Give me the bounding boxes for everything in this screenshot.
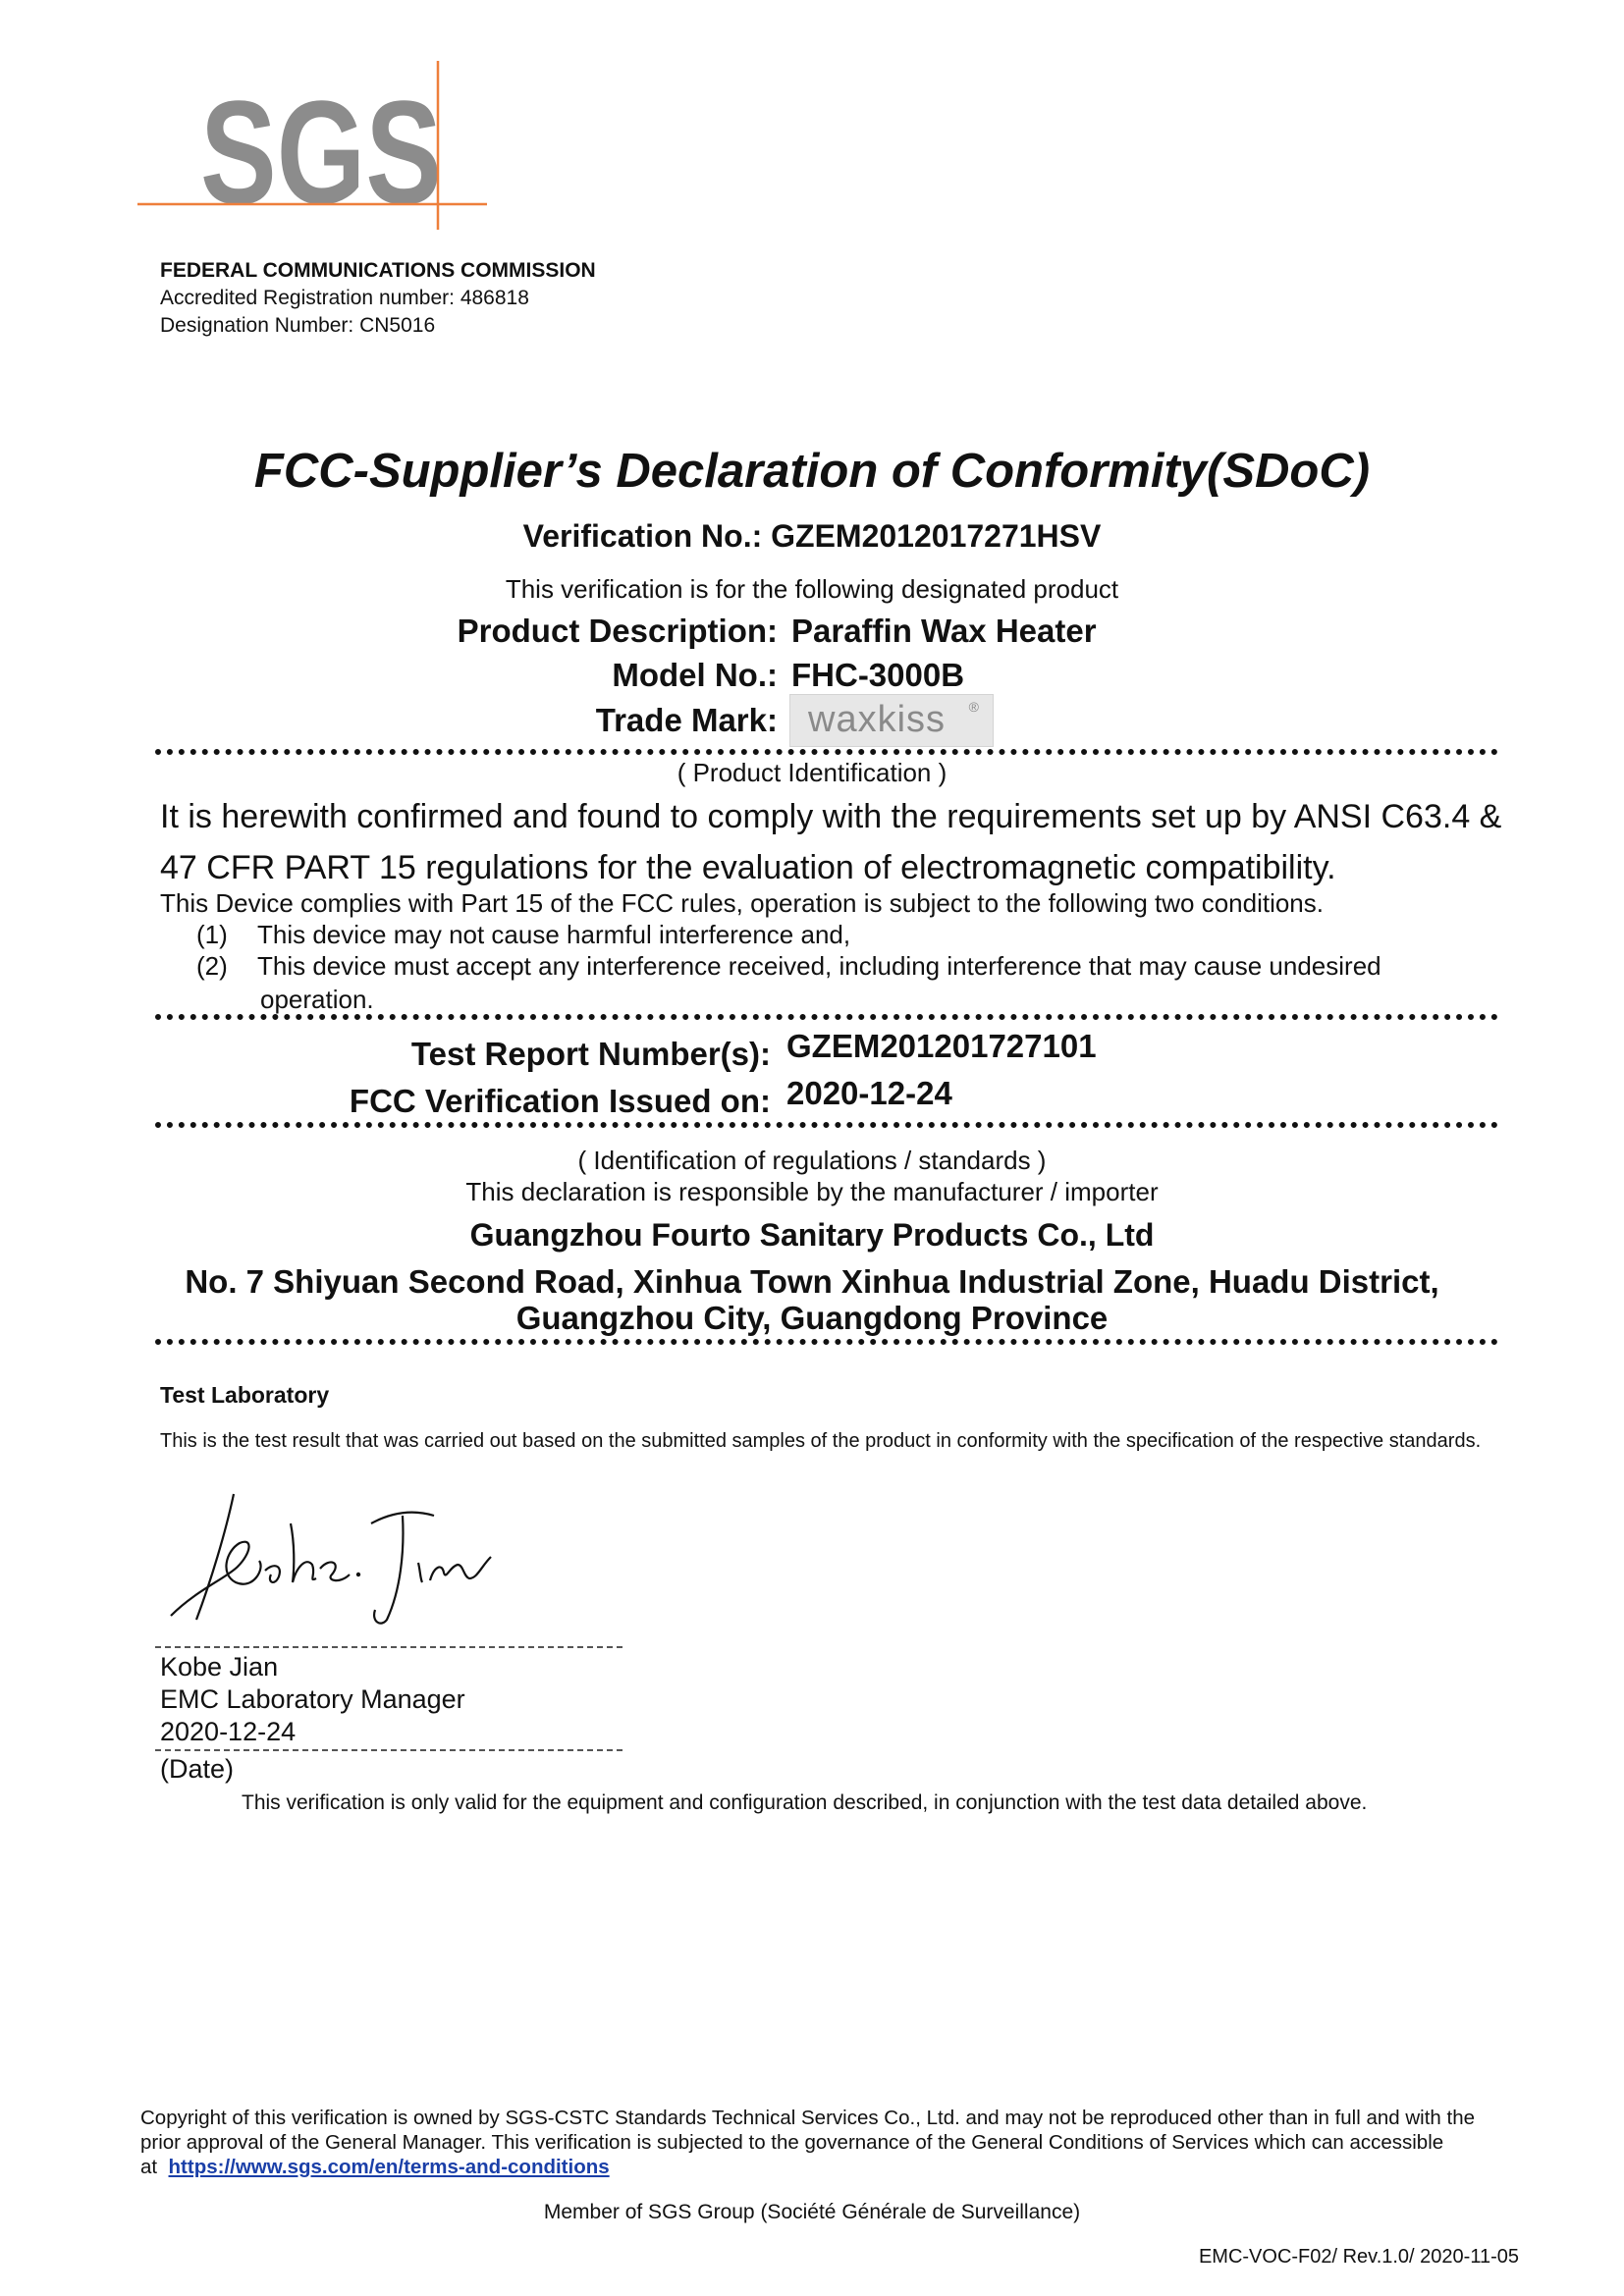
signature-line [155,1646,623,1648]
divider [155,1014,1498,1020]
condition-2: This device must accept any interference received, including interference that may cause undesired [257,951,1381,981]
product-description-value: Paraffin Wax Heater [791,613,1097,649]
manufacturer-name: Guangzhou Fourto Sanitary Products Co., Ltd [469,1217,1155,1253]
signer-name: Kobe Jian [160,1652,279,1682]
test-report-row [0,1028,1624,1073]
copyright-text: Copyright of this verification is owned by SGS-CSTC Standards Technical Services Co., Ltd. and may not be reproduced other than in full and with the prior approval of the General Manager. This verification is subjected to the governance of the General Conditions of Services which can accessible at [140,2107,1476,2178]
commission-name: FEDERAL COMMUNICATIONS COMMISSION [160,259,596,282]
compliance-line-2: 47 CFR PART 15 regulations for the evaluation of electromagnetic compatibility. [160,849,1336,886]
condition-1-number: (1) [196,920,228,949]
trademark-logo-text: waxkiss [808,699,947,740]
test-report-value: GZEM201201727101 [786,1028,1097,1064]
test-laboratory-title: Test Laboratory [160,1382,330,1408]
divider [155,749,1498,755]
product-description-label: Product Description: [457,613,778,649]
regulations-identification: ( Identification of regulations / standards ) [577,1146,1047,1175]
test-laboratory-text: This is the test result that was carried out based on the submitted samples of the product in conformity with the specification of the respective standards. [160,1430,1482,1452]
sgs-logo [137,61,491,234]
date-label: (Date) [160,1754,235,1784]
signature [157,1472,530,1629]
verification-number [0,518,1624,555]
compliance-line-1: It is herewith confirmed and found to comply with the requirements set up by ANSI C63.4 & [160,798,1502,835]
trademark-label: Trade Mark: [595,702,778,738]
verification-value: GZEM2012017271HSV [771,518,1102,554]
signature-date: 2020-12-24 [160,1717,297,1746]
designation-number: Designation Number: CN5016 [160,314,436,337]
member-line: Member of SGS Group (Société Générale de Surveillance) [543,2201,1081,2223]
responsibility-statement: This declaration is responsible by the manufacturer / importer [465,1177,1159,1206]
issued-value: 2020-12-24 [786,1075,952,1111]
condition-1: This device may not cause harmful interference and, [257,920,851,949]
registered-mark: ® [968,699,979,715]
product-identification: ( Product Identification ) [677,758,947,787]
signer-role: EMC Laboratory Manager [160,1684,465,1714]
trademark-logo [789,694,994,747]
fcc-header [160,257,596,340]
model-label: Model No.: [612,657,778,693]
validity-note: This verification is only valid for the equipment and configuration described, in conjunction with the test data detailed above. [242,1791,1368,1814]
issued-row [0,1075,1624,1120]
terms-link[interactable]: https://www.sgs.com/en/terms-and-conditions [168,2156,610,2178]
divider [155,1339,1498,1345]
date-line [155,1749,623,1751]
condition-2-number: (2) [196,951,228,981]
document-title: FCC-Supplier’s Declaration of Conformity(SDoC) [253,445,1371,498]
trademark-row [0,699,1624,755]
condition-2-continued: operation. [260,985,374,1014]
divider [155,1122,1498,1128]
verification-label: Verification No.: [522,518,763,554]
manufacturer-address-1: No. 7 Shiyuan Second Road, Xinhua Town Xinhua Industrial Zone, Huadu District, [185,1263,1439,1300]
test-report-label: Test Report Number(s): [410,1036,771,1072]
registration-number: Accredited Registration number: 486818 [160,287,529,309]
copyright-notice [140,2106,1515,2179]
form-code: EMC-VOC-F02/ Rev.1.0/ 2020-11-05 [1198,2246,1519,2268]
product-description-row [0,613,1624,650]
manufacturer-address-2: Guangzhou City, Guangdong Province [515,1300,1109,1336]
device-statement: This Device complies with Part 15 of the FCC rules, operation is subject to the following two conditions. [160,888,1324,918]
model-value: FHC-3000B [791,657,965,693]
model-row [0,657,1624,694]
svg-text:SGS: SGS [200,70,442,234]
issued-label: FCC Verification Issued on: [349,1083,771,1119]
intro-text: This verification is for the following designated product [505,574,1119,604]
